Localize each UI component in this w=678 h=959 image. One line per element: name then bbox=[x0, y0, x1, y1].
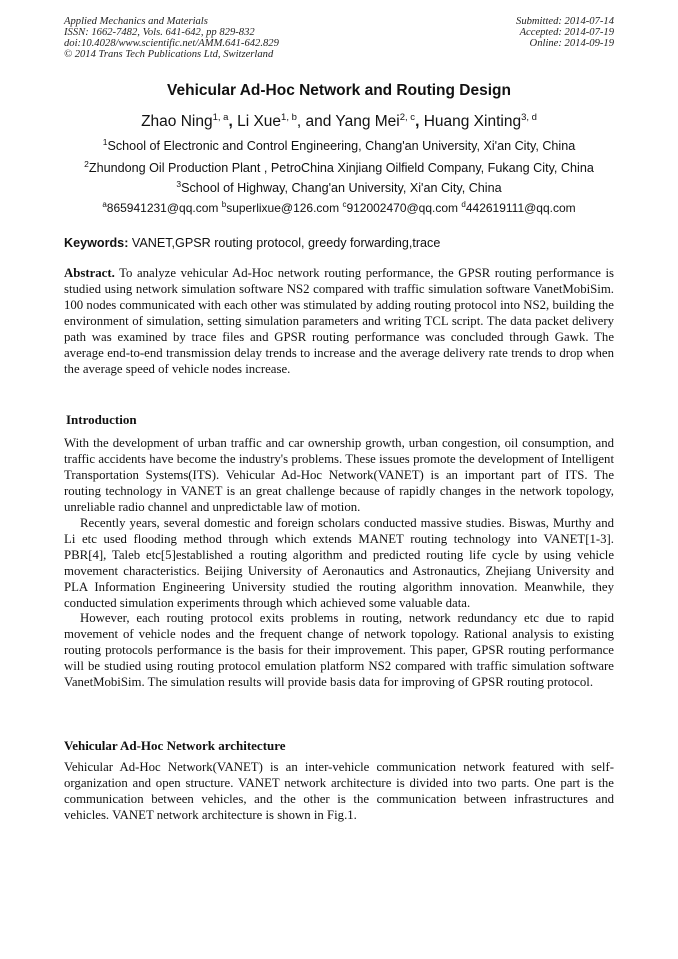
journal-header bbox=[64, 16, 279, 60]
author-sup: 3, d bbox=[521, 112, 537, 123]
author-name: Huang Xinting bbox=[423, 113, 522, 130]
author-sep: , bbox=[415, 113, 424, 130]
affiliation-sup: 2 bbox=[84, 159, 89, 169]
author-sup: 1, b bbox=[281, 112, 297, 123]
abstract bbox=[64, 266, 614, 378]
introduction-body bbox=[64, 436, 614, 691]
email-sup: d bbox=[461, 200, 466, 209]
email-sup: a bbox=[102, 200, 107, 209]
author-sup: 1, a bbox=[212, 112, 229, 123]
submitted-date: Submitted: 2014-07-14 bbox=[516, 16, 614, 27]
affiliation-sup: 1 bbox=[102, 137, 108, 147]
author-sep: , bbox=[228, 113, 238, 130]
accepted-date: Accepted: 2014-07-19 bbox=[519, 27, 614, 38]
author-list bbox=[0, 112, 678, 131]
affiliation-3 bbox=[0, 179, 678, 195]
affiliation-text: School of Highway, Chang'an University, Xi'an City, China bbox=[181, 181, 502, 195]
email-sup: c bbox=[342, 200, 347, 209]
intro-paragraph-2: Recently years, several domestic and foreign scholars conducted massive studies. Biswas, Murthy and Li etc used flooding method through which extends MANET routing technology into VANET[1-3]. PBR[4], Taleb etc[5]established a routing algorithm and predicted routing life cycle by using vehicle movement characteristics. Beijing University of Aeronautics and Astronautics, Zhejiang University and PLA Information Engineering University studied the routing algorithm innovation. Meanwhile, they conducted simulation experiments through which achieved some valuable data. bbox=[64, 515, 614, 610]
author-sup: 2, c bbox=[399, 112, 416, 123]
email-address[interactable]: 912002470@qq.com bbox=[346, 201, 459, 215]
intro-paragraph-1: With the development of urban traffic and car ownership growth, urban congestion, oil consumption, and traffic accidents have become the industry's problems. These issues promote the development of Intelligent Transportation Systems(ITS). Vehicular Ad-Hoc Network(VANET) is an important part of ITS. The routing technology in VANET is an great challenge because of rapidly changes in the network topology, unreliable radio channel and unpredictable law of motion. bbox=[64, 436, 614, 514]
email-sup: b bbox=[221, 200, 227, 209]
intro-paragraph-3: However, each routing protocol exits problems in routing, network redundancy etc due to rapid movement of vehicle nodes and the frequent change of network topology. Rational analysis to existing routing protocols performance is the basis for their improvement. This paper, GPSR routing performance will be studied using routing protocol emulation platform NS2 compared with traffic simulation software VanetMobiSim. The simulation results will provide basis data for improving of GPSR routing protocol. bbox=[64, 611, 614, 690]
keywords-label: Keywords: bbox=[64, 236, 129, 250]
introduction-heading: Introduction bbox=[66, 412, 137, 427]
email-address[interactable]: 865941231@qq.com bbox=[106, 201, 219, 215]
email-address[interactable]: 442619111@qq.com bbox=[465, 201, 576, 215]
issn-line: ISSN: 1662-7482, Vols. 641-642, pp 829-832 bbox=[64, 27, 255, 38]
dates-header bbox=[516, 16, 614, 49]
paper-title: Vehicular Ad-Hoc Network and Routing Design bbox=[167, 82, 511, 99]
author-name: Zhao Ning bbox=[141, 113, 213, 130]
online-date: Online: 2014-09-19 bbox=[529, 38, 614, 49]
keywords bbox=[64, 236, 614, 250]
affiliation-text: Zhundong Oil Production Plant , PetroChina Xinjiang Oilfield Company, Fukang City, China bbox=[88, 161, 594, 175]
copyright-line: © 2014 Trans Tech Publications Ltd, Switzerland bbox=[64, 49, 274, 60]
architecture-paragraph: Vehicular Ad-Hoc Network(VANET) is an inter-vehicle communication network featured with self-organization and open structure. VANET network architecture is divided into two parts. One part is the communication between vehicles, and the other is the communication between infrastructures and vehicles. VANET network architecture is shown in Fig.1. bbox=[64, 760, 614, 822]
abstract-label: Abstract. bbox=[64, 266, 115, 280]
author-name: Yang Mei bbox=[335, 113, 400, 130]
email-address[interactable]: superlixue@126.com bbox=[226, 201, 340, 215]
affiliation-sup: 3 bbox=[176, 179, 182, 189]
abstract-text: To analyze vehicular Ad-Hoc network routing performance, the GPSR routing performance is studied using network simulation software NS2 compared with traffic simulation software VanetMobiSim. 100 nodes communicated with each other was stimulated by adding routing protocol into NS2, building the environment of simulation, setting simulation parameters and writing TCL script. The data packet delivery path was examined by trace files and GPSR routing performance was concluded through Gawk. The average end-to-end transmission delay trends to increase and the average delivery rate trends to drop when the average speed of vehicle nodes increase. bbox=[64, 266, 614, 376]
keywords-text: VANET,GPSR routing protocol, greedy forwarding,trace bbox=[128, 236, 441, 250]
journal-name: Applied Mechanics and Materials bbox=[64, 16, 208, 27]
affiliation-1 bbox=[0, 137, 678, 153]
author-sep: , and bbox=[296, 113, 336, 130]
author-name: Li Xue bbox=[237, 113, 282, 130]
affiliation-2 bbox=[0, 159, 678, 175]
doi-line: doi:10.4028/www.scientific.net/AMM.641-642.829 bbox=[64, 38, 279, 49]
affiliation-text: School of Electronic and Control Engineering, Chang'an University, Xi'an City, China bbox=[107, 139, 576, 153]
architecture-heading: Vehicular Ad-Hoc Network architecture bbox=[64, 738, 286, 753]
email-list bbox=[0, 200, 678, 215]
